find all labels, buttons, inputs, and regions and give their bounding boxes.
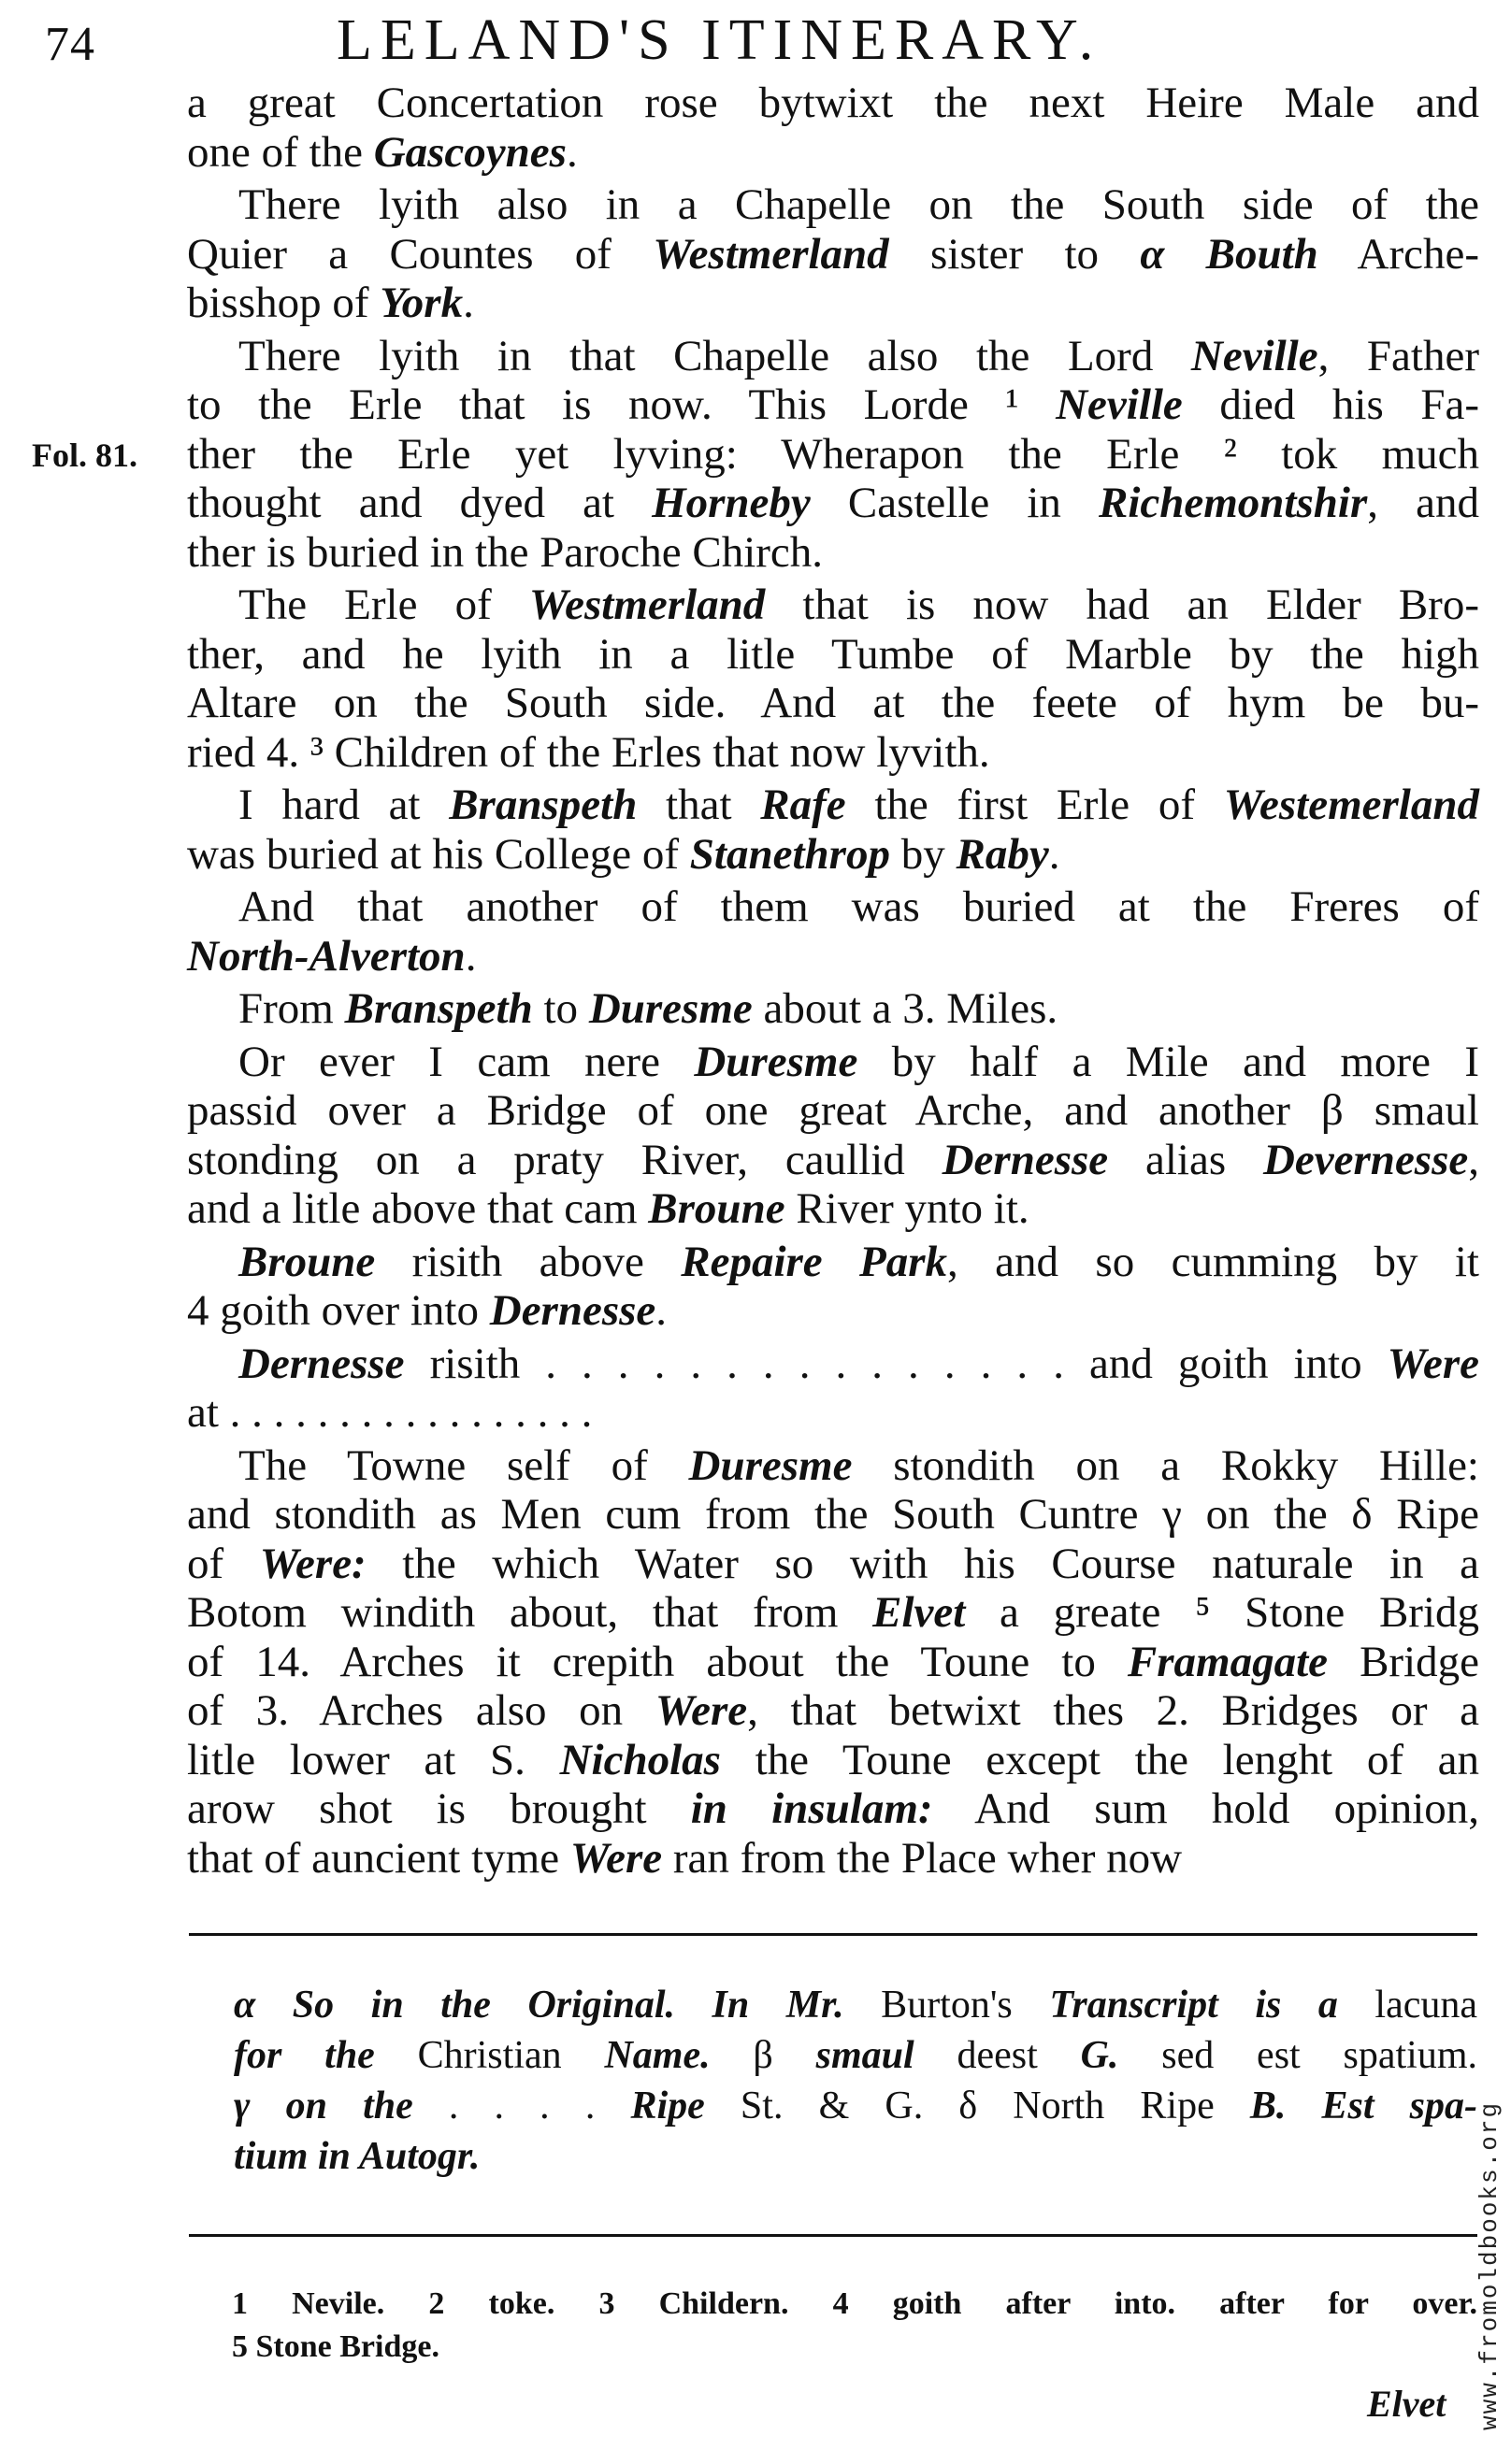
italic-text: Dernesse [238,1339,405,1388]
text-line [187,1339,1479,1389]
italic-text: α So in the Original. In Mr. [234,1984,844,2027]
italic-text: Were [1387,1339,1479,1388]
text-line [187,1686,1479,1736]
text-run: litle lower at S. [187,1735,560,1784]
text-line [187,1136,1479,1185]
italic-text: α Bouth [1140,229,1318,279]
text-run: St. & G. δ North Ripe [704,2084,1250,2127]
text-run: by [889,829,957,879]
text-line [187,380,1479,430]
italic-text: Horneby [652,479,811,527]
text-run: ther is buried in the Paroche Chirch. [187,527,824,577]
page-number: 74 [45,18,95,71]
text-line [187,728,1479,778]
italic-text: Richemontshir [1098,479,1368,527]
text-run: β [710,2034,816,2077]
text-run: thought and dyed at [187,479,653,527]
text-run: by half a Mile and more I [857,1037,1480,1086]
italic-text: Framagate [1127,1637,1329,1686]
watermark: www.fromoldbooks.org [1475,2100,1504,2430]
text-line [187,1784,1479,1834]
italic-text: Westmerland [653,229,889,279]
italic-text: Raby [956,829,1049,879]
text-run: a great Concertation rose bytwixt the next Heire Male and [187,79,1479,127]
text-run: a greate ⁵ Stone Bridg [965,1588,1479,1637]
text-line [187,430,1479,480]
italic-text: Nicholas [559,1735,721,1784]
text-run: risith above [375,1237,682,1286]
text-line [187,830,1479,880]
text-run: , and [1367,479,1479,527]
text-run: one of the [187,127,374,177]
text-run: about a 3. Miles. [752,984,1058,1033]
italic-text: Transcript is a [1049,1984,1338,2027]
main-text [187,79,1479,1883]
italic-text: Ripe [630,2084,705,2127]
text-line [187,79,1479,128]
footnote-divider [189,1933,1477,1936]
text-run: And that another of them was buried at the Freres of [238,882,1479,931]
text-run: to [532,984,589,1033]
text-run: sister to [888,229,1141,279]
text-line [187,528,1479,578]
text-run: the Toune except the lenght of an [720,1735,1479,1784]
italic-text: B. Est spa- [1249,2084,1478,2127]
italic-text: Broune [648,1184,785,1233]
text-line [187,1238,1479,1287]
italic-text: North-Alverton [187,931,466,981]
variant-divider [189,2234,1477,2237]
italic-text: York [380,279,464,327]
text-run: . [566,127,578,177]
text-run: arow shot is brought [187,1784,691,1833]
text-run: , and so cumming by it [947,1237,1479,1286]
text-line [187,1184,1479,1234]
text-run: the which Water so with his Course naturale in a [366,1539,1480,1588]
text-run: of [187,1539,260,1588]
italic-text: Branspeth [344,984,533,1033]
italic-text: Rafe [760,781,846,829]
text-run: passid over a Bridge of one great Arche, and another β smaul [187,1086,1479,1135]
italic-text: Westemerland [1223,781,1479,829]
text-run: The Erle of [238,580,529,629]
text-line [187,1490,1479,1540]
text-run: Bridge [1328,1637,1479,1686]
text-run: From [238,984,345,1033]
italic-text: for the [234,2034,375,2077]
text-run: And sum hold opinion, [932,1784,1480,1833]
text-line [187,332,1479,381]
text-run: Botom windith about, that from [187,1588,873,1637]
text-run: that [637,781,761,829]
text-run: that of auncient tyme [187,1833,570,1883]
text-run: . [655,1286,668,1335]
footnote-line [234,2030,1477,2081]
text-line [187,279,1479,328]
text-run: There lyith also in a Chapelle on the South side of the [238,180,1479,229]
text-run: 1 Nevile. 2 toke. 3 Childern. 4 goith after into. after for over. [232,2286,1477,2321]
text-run: Christian [374,2034,605,2077]
text-run: River ynto it. [784,1184,1029,1233]
footnote-line [234,2081,1477,2131]
italic-text: G. [1080,2034,1119,2077]
catchword: Elvet [1367,2383,1446,2425]
text-line [187,630,1479,680]
text-line [187,781,1479,830]
text-run: . [1048,829,1060,879]
text-run: ther the Erle yet lyving: Wherapon the Erle ² tok much [187,429,1479,479]
text-run: alias [1108,1135,1263,1184]
text-run: the first Erle of [845,781,1224,829]
text-line [187,1388,1479,1438]
italic-text: Were [569,1833,663,1883]
running-title: LELAND'S ITINERARY. [337,8,1102,72]
text-run: 5 Stone Bridge. [232,2329,439,2364]
footnote-line [234,1980,1477,2030]
italic-text: smaul [815,2034,914,2077]
text-run: to the Erle that is now. This Lorde ¹ [187,380,1057,429]
text-run: Or ever I cam nere [238,1037,695,1086]
text-line [187,180,1479,230]
italic-text: Duresme [588,984,753,1033]
text-run: risith . . . . . . . . . . . . . . . and goith into [404,1339,1388,1388]
text-line [187,479,1479,528]
text-line [187,580,1479,630]
italic-text: Were: [259,1539,367,1588]
text-run: , that betwixt thes 2. Bridges or a [747,1686,1480,1735]
text-line [187,1086,1479,1136]
text-line [187,1540,1479,1589]
text-run: Burton's [843,1984,1050,2027]
text-run: and a litle above that cam [187,1184,649,1233]
text-line [187,1638,1479,1687]
italic-text: Devernesse [1262,1135,1469,1184]
italic-text: Duresme [688,1440,853,1490]
italic-text: Were [655,1686,748,1735]
text-run: There lyith in that Chapelle also the Lord [238,331,1191,380]
text-line [187,230,1479,279]
text-run: sed est spatium. [1118,2034,1478,2077]
text-run: ried 4. ³ Children of the Erles that now lyvith. [187,727,990,777]
text-run: at . . . . . . . . . . . . . . . . . [187,1388,593,1437]
text-run: deest [914,2034,1081,2077]
folio-margin-note: Fol. 81. [32,437,137,474]
italic-text: Broune [238,1237,376,1286]
text-run: stonding on a praty River, caullid [187,1135,943,1184]
text-run: . . . . [412,2084,631,2127]
text-line [187,984,1479,1034]
variant-line [232,2283,1477,2326]
text-run: stondith on a Rokky Hille: [852,1440,1479,1490]
italic-text: Neville [1056,380,1183,429]
text-run: The Towne self of [238,1440,689,1490]
text-run: , Father [1317,331,1479,380]
text-line [187,1286,1479,1336]
text-run: died his Fa- [1182,380,1479,429]
text-run: and stondith as Men cum from the South Cuntre γ on the δ Ripe [187,1490,1479,1539]
text-run: of 14. Arches it crepith about the Toune to [187,1637,1128,1686]
italic-text: γ on the [234,2084,413,2127]
italic-text: Stanethrop [689,829,890,879]
italic-text: Dernesse [489,1286,656,1335]
text-run: Altare on the South side. And at the feete of hym be bu- [187,679,1479,727]
text-line [187,1038,1479,1087]
italic-text: Elvet [872,1588,966,1637]
text-line [187,1588,1479,1638]
text-run: ran from the Place wher now [662,1833,1183,1883]
text-run: 4 goith over into [187,1286,490,1335]
text-run: . [463,279,474,327]
italic-text: Neville [1190,331,1318,380]
italic-text: Gascoynes [373,127,567,177]
italic-text: Name. [604,2034,711,2077]
text-line [187,1441,1479,1491]
text-line [187,1834,1479,1884]
text-run: ther, and he lyith in a litle Tumbe of Marble by the high [187,629,1479,679]
editorial-footnotes [234,1980,1477,2182]
text-run: lacuna [1337,1984,1478,2027]
italic-text: Dernesse [942,1135,1109,1184]
text-run: . [465,931,477,981]
text-run: was buried at his College of [187,829,690,879]
italic-text: Westmerland [528,580,766,629]
italic-text: Repaire Park [681,1237,948,1286]
variant-line [232,2326,1477,2369]
text-run: Arche- [1317,229,1479,279]
text-line [187,882,1479,932]
text-line [187,679,1479,728]
footnote-line [234,2131,1477,2182]
text-run: I hard at [238,781,450,829]
text-run: that is now had an Elder Bro- [765,580,1479,629]
variant-readings [232,2283,1477,2369]
italic-text: in insulam: [690,1784,933,1833]
text-run: of 3. Arches also on [187,1686,655,1735]
text-line [187,932,1479,981]
text-run: bisshop of [187,279,381,327]
italic-text: Branspeth [449,781,638,829]
text-run: Quier a Countes of [187,229,654,279]
text-run: Castelle in [810,479,1099,527]
text-line [187,1736,1479,1785]
italic-text: Duresme [694,1037,858,1086]
italic-text: tium in Autogr. [234,2135,481,2178]
text-line [187,128,1479,178]
text-run: , [1468,1135,1479,1184]
